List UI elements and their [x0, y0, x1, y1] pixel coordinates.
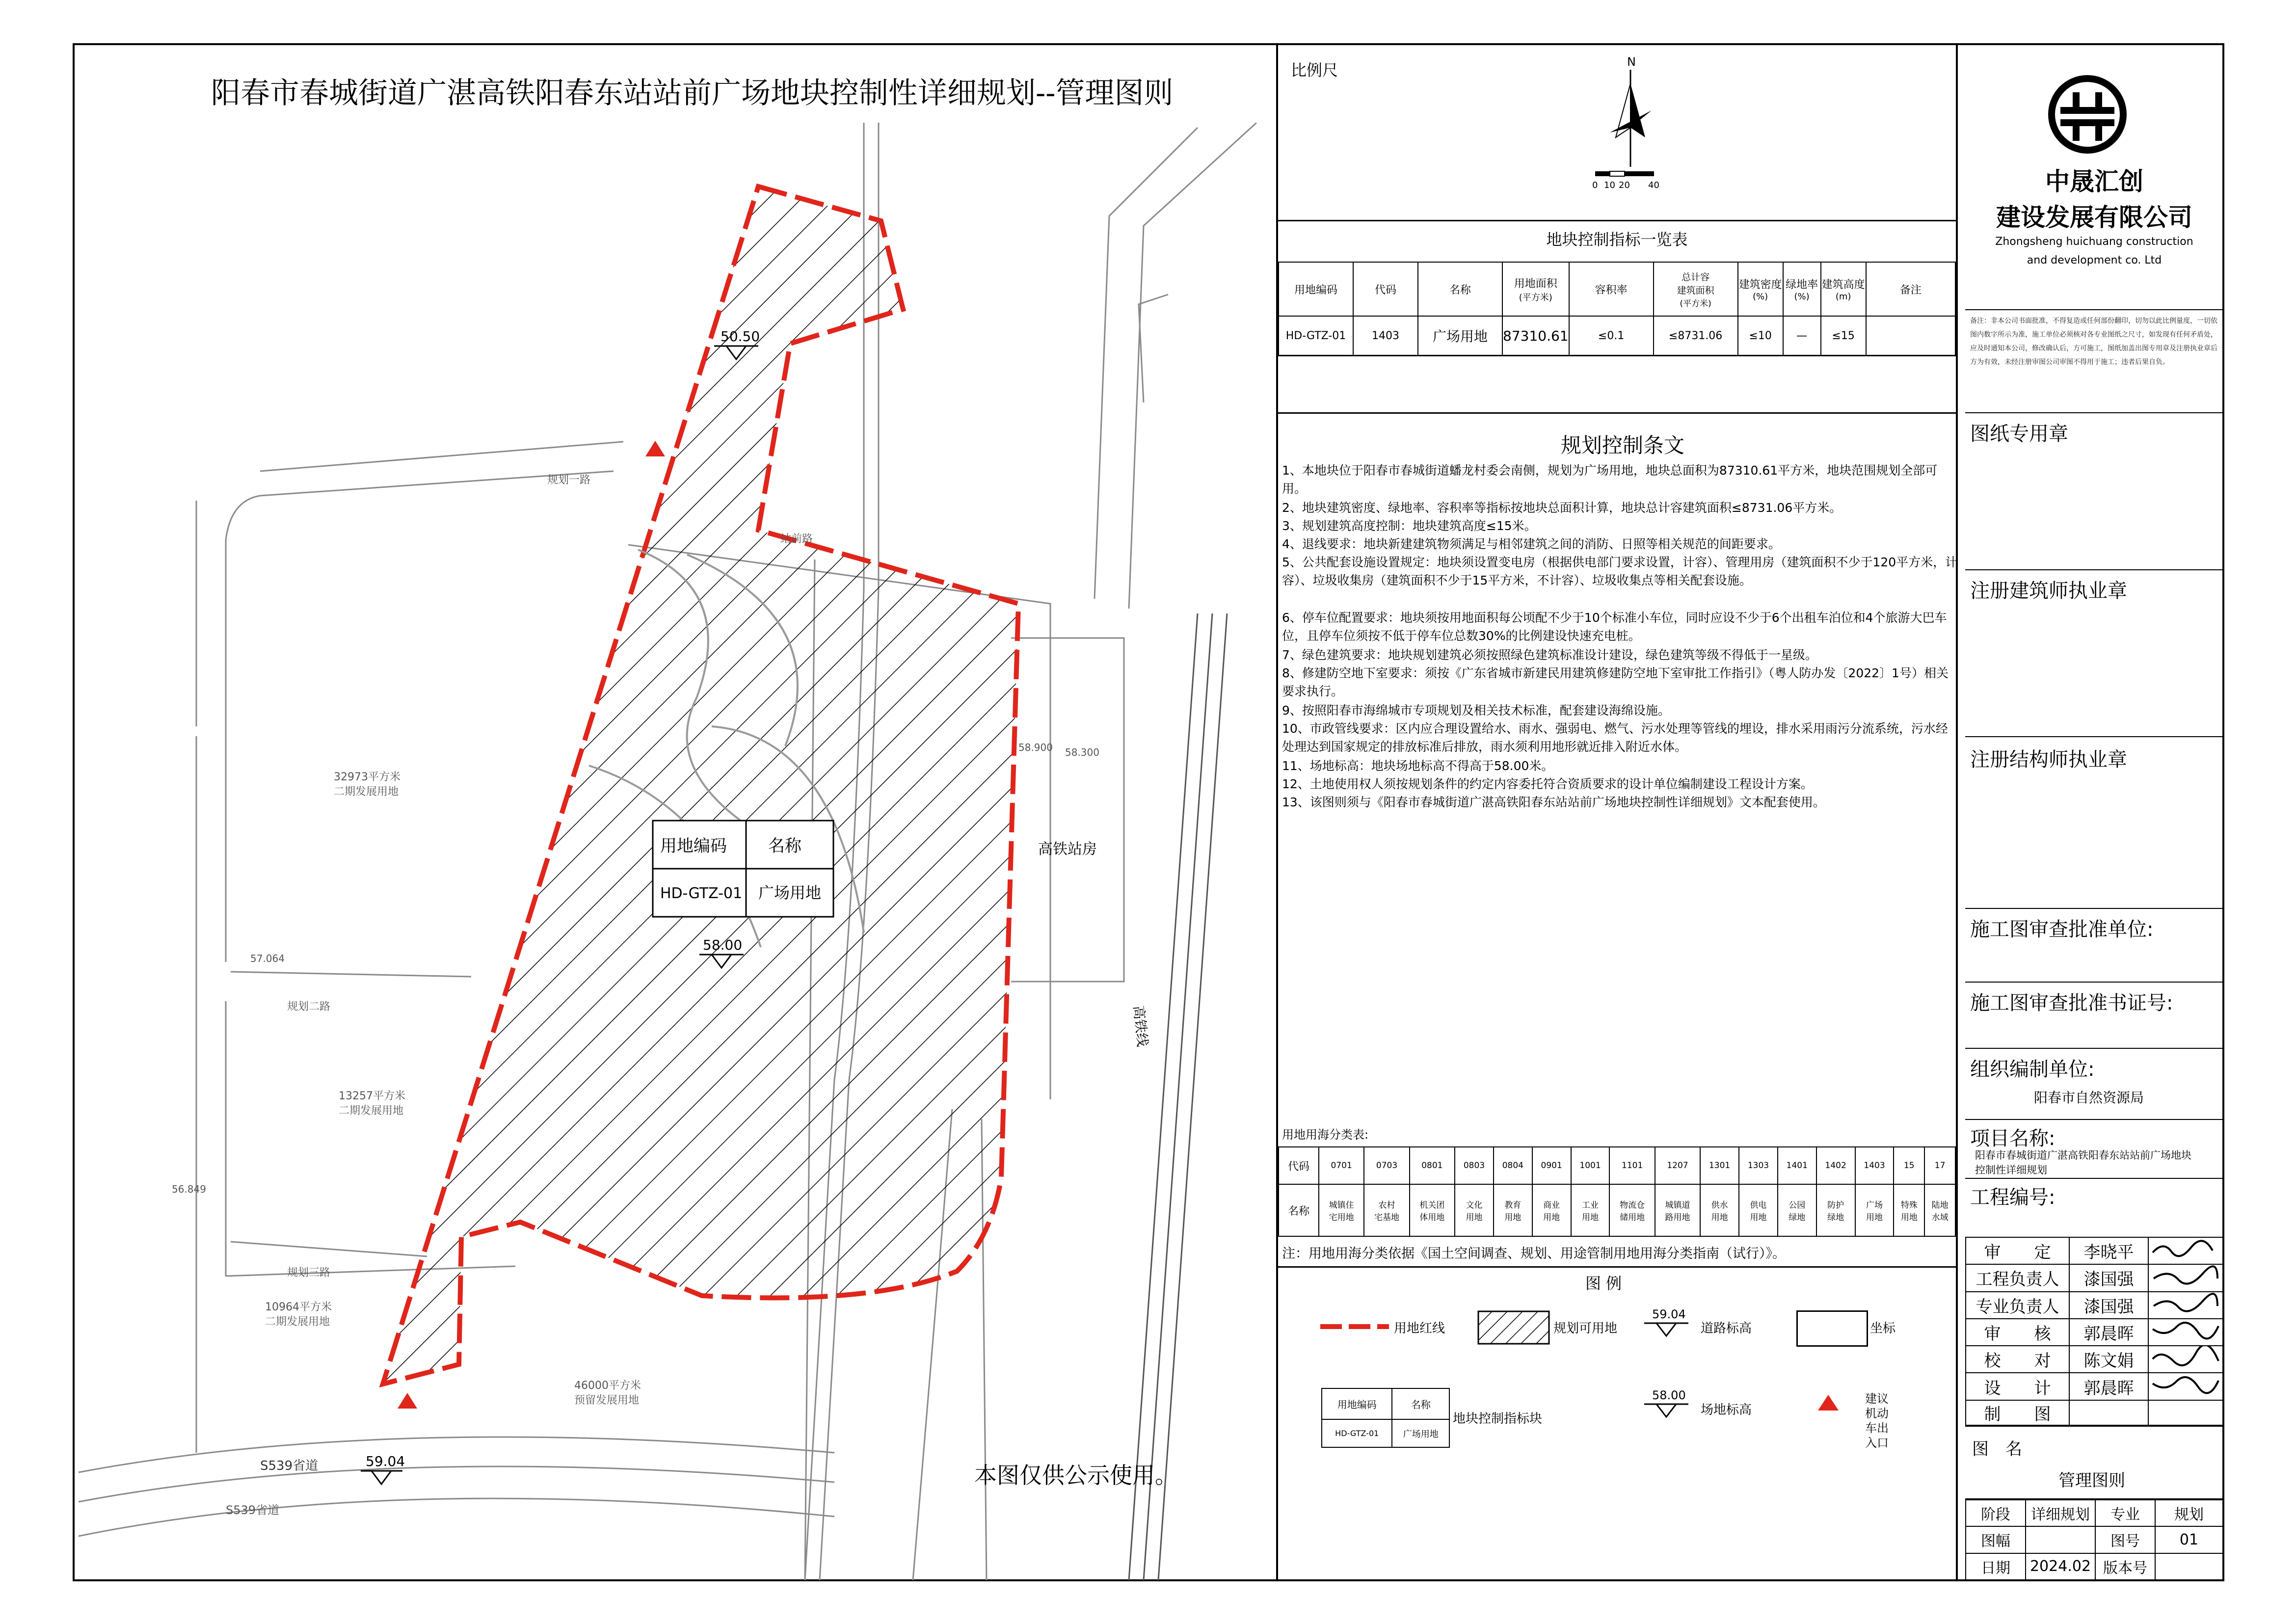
role: 审 定	[1966, 1237, 2069, 1264]
lu-name-line: 机关团	[1419, 1200, 1445, 1210]
project-name-1: 阳春市春城街道广湛高铁阳春东站站前广场地块	[1975, 1149, 2191, 1161]
entrance-marker-north	[645, 441, 665, 456]
discipline-value: 规划	[2155, 1500, 2223, 1526]
lu-name	[1410, 1184, 1455, 1236]
indicator-table-title: 地块控制指标一览表	[1546, 230, 1688, 249]
clause-7: 7、绿色建筑要求：地块规划建筑必须按照绿色建筑标准设计建设，绿色建筑等级不得低于一星级。	[1282, 648, 1817, 662]
role: 专业负责人	[1966, 1292, 2069, 1319]
lu-name	[1609, 1184, 1655, 1236]
th-gfa	[1654, 262, 1738, 316]
cell-remark	[1866, 316, 1955, 355]
land-use-table	[1278, 1146, 1956, 1237]
scale-bar	[1590, 169, 1688, 199]
parcel-2-use: 二期发展用地	[339, 1105, 404, 1117]
seal-structural-box	[1965, 736, 2223, 908]
project-box	[1965, 1119, 2223, 1178]
th-area	[1502, 262, 1569, 316]
lu-name	[1655, 1184, 1700, 1236]
parcel-1-area: 32973平方米	[334, 771, 400, 783]
th-far: 容积率	[1569, 262, 1654, 316]
company-en-1: Zhongsheng huichuang construction	[1995, 236, 2193, 248]
notice-text: 备注：非本公司书面批准，不得复造或任何部份翻印，切勿以此比例量度，一切依图内数字所示为准，施工单位必须核对各专业图纸之尺寸，如发现有任何矛盾处，应及时通知本公司，修改确认后，方可施工，图纸加盖出图专用章及注册执业章后方为有效，未经注册审图公司审图不得用于施工；违者后果自负。	[1970, 317, 2217, 366]
stage-value: 详细规划	[2026, 1500, 2095, 1526]
project-no-box	[1965, 1178, 2223, 1237]
date-value: 2024.02	[2026, 1553, 2095, 1580]
clause-9: 9、按照阳春市海绵城市专项规划及相关技术标准，配套建设海绵设施。	[1282, 703, 1670, 718]
cell-far: ≤0.1	[1569, 316, 1654, 355]
elev-mid-value: 58.00	[703, 937, 743, 953]
scale-label: 比例尺	[1291, 61, 1338, 80]
cell-height: ≤15	[1821, 316, 1866, 355]
signature-table	[1965, 1237, 2223, 1426]
site-map	[75, 123, 1275, 1580]
drawing-name: 管理图则	[2058, 1471, 2125, 1491]
clauses-title: 规划控制条文	[1561, 433, 1685, 457]
legend-rule	[1278, 1266, 1956, 1268]
lu-name-line: 体用地	[1419, 1213, 1445, 1223]
lu-name	[1894, 1184, 1924, 1236]
legend-block-code: HD-GTZ-01	[1322, 1419, 1392, 1447]
th-gfa-1: 总计容	[1682, 271, 1710, 283]
legend-site-elev-label: 场地标高	[1701, 1403, 1752, 1417]
lu-name-line: 物流仓	[1620, 1200, 1645, 1210]
project-no-label: 工程编号:	[1970, 1186, 2056, 1209]
parcel-3-area: 10964平方米	[265, 1301, 332, 1313]
cell-density: ≤10	[1738, 316, 1783, 355]
lu-code: 1403	[1855, 1147, 1894, 1184]
sheet-size-label: 图幅	[1966, 1526, 2026, 1553]
road-label-s539-a: S539省道	[260, 1459, 319, 1473]
signature-mark	[2148, 1373, 2223, 1400]
lu-name-line: 广场	[1866, 1200, 1883, 1210]
review-unit-box	[1965, 908, 2223, 982]
map-block-code: HD-GTZ-01	[660, 885, 743, 902]
lu-name-line: 用地	[1711, 1213, 1728, 1223]
review-cert-box	[1965, 982, 2223, 1048]
lu-name-line: 城镇道	[1665, 1200, 1690, 1210]
lu-code: 1303	[1739, 1147, 1778, 1184]
cell-name: 广场用地	[1418, 316, 1502, 355]
legend-title: 图 例	[1585, 1274, 1622, 1293]
lu-name-line: 用地	[1900, 1213, 1918, 1223]
map-block-name: 广场用地	[758, 883, 822, 902]
legend-coord-label: 坐标	[1870, 1321, 1896, 1336]
lu-code: 0801	[1410, 1147, 1455, 1184]
lu-name-line: 陆地	[1931, 1200, 1949, 1210]
lu-name	[1494, 1184, 1532, 1236]
land-use-note: 注：用地用海分类依据《国土空间调查、规划、用途管制用地用海分类指南（试行）》。	[1282, 1246, 1786, 1261]
parcel-4-area: 46000平方米	[574, 1380, 641, 1392]
company-en-2: and development co. Ltd	[2027, 254, 2162, 266]
cell-dm: 1403	[1353, 316, 1418, 355]
lu-name	[1700, 1184, 1739, 1236]
lu-name-line: 储用地	[1620, 1213, 1645, 1223]
parcel-4-use: 预留发展用地	[574, 1394, 640, 1407]
stage-label: 阶段	[1966, 1500, 2026, 1526]
signature-row	[1966, 1373, 2223, 1400]
lu-name-line: 绿地	[1827, 1213, 1844, 1223]
legend-red-line-label: 用地红线	[1394, 1321, 1445, 1336]
lu-name-line: 用地	[1504, 1213, 1522, 1223]
elev-bottom-value: 59.04	[366, 1453, 405, 1469]
role: 审 核	[1966, 1319, 2069, 1346]
clause-8: 8、修建防空地下室要求：须按《广东省城市新建民用建筑修建防空地下室审批工作指引》（粤人防办发〔2022〕1号）相关要求执行。	[1282, 666, 1949, 698]
lu-name-line: 水域	[1931, 1213, 1949, 1223]
signature-mark	[2148, 1292, 2223, 1319]
signature-mark	[2148, 1400, 2223, 1425]
lu-name	[1319, 1184, 1364, 1236]
role: 校 对	[1966, 1346, 2069, 1373]
th-height-1: 建筑高度	[1821, 279, 1865, 291]
scale-tick-40: 40	[1648, 180, 1659, 190]
road-label-2: 规划二路	[287, 1001, 331, 1013]
sheet-info-table	[1965, 1499, 2223, 1580]
th-green-2: (%)	[1794, 292, 1810, 302]
entrance-marker-south	[398, 1393, 417, 1409]
cell-green: —	[1783, 316, 1821, 355]
indicator-table	[1278, 220, 1956, 356]
lu-name	[1455, 1184, 1494, 1236]
clause-13: 13、该图则须与《阳春市春城街道广湛高铁阳春东站站前广场地块控制性详细规划》文本配套使用。	[1282, 795, 1825, 809]
signer	[2069, 1400, 2148, 1425]
title-block-border	[1956, 43, 1958, 1581]
role: 制 图	[1966, 1400, 2069, 1425]
th-height	[1821, 262, 1866, 316]
lu-name-line: 供水	[1711, 1200, 1728, 1210]
lu-code: 1402	[1816, 1147, 1855, 1184]
role: 设 计	[1966, 1373, 2069, 1400]
legend-road-elev-value: 59.04	[1652, 1307, 1686, 1321]
signature-row	[1966, 1319, 2223, 1346]
legend-entrance-label: 建议机动车出入口	[1865, 1392, 1889, 1450]
lu-name-line: 公园	[1789, 1200, 1806, 1210]
lu-name-line: 特殊	[1900, 1200, 1918, 1210]
railway-label: 高铁线	[1130, 1005, 1151, 1048]
spot-elev-2: 58.300	[1065, 746, 1099, 758]
lu-name-line: 防护	[1827, 1200, 1844, 1210]
lu-name-line: 宅基地	[1374, 1213, 1400, 1223]
seal-structural-label: 注册结构师执业章	[1970, 748, 2127, 771]
project-name-2: 控制性详细规划	[1975, 1164, 2047, 1176]
scale-tick-0: 0	[1592, 180, 1598, 190]
th-name: 名称	[1418, 262, 1502, 316]
lu-name	[1364, 1184, 1409, 1236]
cell-code: HD-GTZ-01	[1279, 316, 1353, 355]
th-green	[1783, 262, 1821, 316]
road-label-station: 站前路	[780, 533, 813, 545]
signature-row	[1966, 1292, 2223, 1319]
date-label: 日期	[1966, 1553, 2026, 1580]
lu-code: 15	[1894, 1147, 1924, 1184]
lu-name-line: 用地	[1582, 1213, 1599, 1223]
legend-block-code-label: 用地编码	[1322, 1388, 1392, 1419]
scale-tick-20: 20	[1619, 180, 1630, 190]
signature-row	[1966, 1346, 2223, 1373]
lu-code: 17	[1924, 1147, 1955, 1184]
map-block-name-label: 名称	[768, 836, 801, 856]
th-area-1: 用地面积	[1514, 277, 1557, 290]
railway-lines	[1129, 613, 1227, 1580]
seal-architect-label: 注册建筑师执业章	[1970, 580, 2127, 602]
role: 工程负责人	[1966, 1264, 2069, 1291]
th-green-1: 绿地率	[1786, 279, 1818, 291]
th-dm: 代码	[1353, 262, 1418, 316]
version-value	[2155, 1553, 2223, 1580]
legend-entrance-icon	[1816, 1393, 1841, 1412]
lu-name-label: 名称	[1279, 1184, 1319, 1236]
sheet-no-value: 01	[2155, 1526, 2223, 1553]
signature-row	[1966, 1400, 2223, 1425]
lu-code: 1207	[1655, 1147, 1700, 1184]
lu-name-line: 农村	[1378, 1200, 1395, 1210]
lu-name	[1571, 1184, 1610, 1236]
lu-code: 0901	[1532, 1147, 1571, 1184]
lu-name-line: 绿地	[1789, 1213, 1806, 1223]
north-label: N	[1627, 55, 1636, 69]
sheet-title: 阳春市春城街道广湛高铁阳春东站站前广场地块控制性详细规划--管理图则	[211, 76, 1174, 110]
spot-elev-4: 56.849	[172, 1183, 206, 1195]
scale-tick-10: 10	[1604, 180, 1615, 190]
company-name-1: 中晟汇创	[2045, 167, 2143, 196]
road-label-3: 规划三路	[287, 1267, 331, 1279]
clauses-panel-top-rule	[1278, 412, 1956, 414]
lu-code: 0703	[1364, 1147, 1409, 1184]
legend-block-name: 广场用地	[1392, 1419, 1449, 1447]
lu-name-line: 用地	[1750, 1213, 1767, 1223]
th-code: 用地编码	[1279, 262, 1353, 316]
th-gfa-2: 建筑面积	[1677, 285, 1714, 296]
signer: 陈文娟	[2069, 1346, 2148, 1373]
lu-name	[1816, 1184, 1855, 1236]
lu-name-line: 路用地	[1665, 1213, 1690, 1223]
signature-mark	[2148, 1319, 2223, 1346]
review-unit-label: 施工图审查批准单位:	[1970, 918, 2154, 941]
signer: 郭晨晖	[2069, 1373, 2148, 1400]
th-density-1: 建筑密度	[1738, 279, 1782, 291]
parcel-3-use: 二期发展用地	[265, 1316, 330, 1328]
signature-row	[1966, 1264, 2223, 1291]
map-block-code-label: 用地编码	[660, 836, 727, 856]
drawing-name-box	[1965, 1426, 2223, 1499]
org-unit-box	[1965, 1048, 2223, 1119]
clause-12: 12、土地使用权人须按规划条件的约定内容委托符合资质要求的设计单位编制建设工程设计方案。	[1282, 777, 1813, 791]
lu-code: 0804	[1494, 1147, 1532, 1184]
signer: 漆国强	[2069, 1292, 2148, 1319]
clause-2: 2、地块建筑密度、绿地率、容积率等指标按地块总面积计算，地块总计容建筑面积≤8731.06平方米。	[1282, 501, 1842, 515]
signer: 李晓平	[2069, 1237, 2148, 1264]
legend-hatch-label: 规划可用地	[1553, 1321, 1618, 1336]
legend-road-elev-label: 道路标高	[1701, 1321, 1752, 1336]
lu-code: 0803	[1455, 1147, 1494, 1184]
th-remark: 备注	[1866, 262, 1955, 316]
signature-mark	[2148, 1264, 2223, 1291]
seal-drawing-label: 图纸专用章	[1970, 423, 2068, 445]
lu-name-line: 教育	[1504, 1200, 1522, 1210]
signer: 郭晨晖	[2069, 1319, 2148, 1346]
clause-1: 1、本地块位于阳春市春城街道蟠龙村委会南侧，规划为广场用地，地块总面积为87310.61平方米，地块范围规划全部可用。	[1282, 463, 1938, 496]
clause-5: 5、公共配套设施设置规定：地块须设置变电房（根据供电部门要求设置，计容）、管理用房（建筑面积不少于120平方米，计容）、垃圾收集房（建筑面积不少于15平方米，不计容）、垃圾收集点等相关配套设施。	[1282, 555, 1958, 587]
th-area-2: (平方米)	[1519, 292, 1552, 303]
lu-code: 1101	[1609, 1147, 1655, 1184]
th-height-2: (m)	[1835, 292, 1851, 302]
elev-marker-bottom	[361, 1453, 405, 1484]
legend-coord-swatch	[1796, 1310, 1868, 1347]
th-density-2: (%)	[1753, 292, 1768, 302]
version-label: 版本号	[2095, 1553, 2155, 1580]
signature-row	[1966, 1237, 2223, 1264]
spot-elev-3: 57.064	[250, 953, 285, 964]
lu-code: 1401	[1778, 1147, 1816, 1184]
th-gfa-3: (平方米)	[1680, 298, 1711, 309]
spot-elev-1: 58.900	[1018, 742, 1053, 753]
signature-mark	[2148, 1237, 2223, 1264]
legend-site-elev-symbol	[1634, 1386, 1698, 1426]
public-notice: 本图仅供公示使用。	[974, 1462, 1177, 1489]
lu-name-line: 供电	[1750, 1200, 1767, 1210]
lu-name	[1532, 1184, 1571, 1236]
drawing-name-label: 图 名	[1972, 1439, 2022, 1459]
elev-top-value: 50.50	[721, 328, 760, 345]
company-name-2: 建设发展有限公司	[1996, 203, 2192, 232]
lu-code-label: 代码	[1279, 1147, 1319, 1184]
road-label-s539-b: S539省道	[226, 1503, 280, 1517]
lu-name	[1924, 1184, 1955, 1236]
legend-block-box	[1321, 1388, 1450, 1448]
lu-name-line: 用地	[1866, 1213, 1883, 1223]
company-logo-icon	[2046, 73, 2129, 156]
signer: 漆国强	[2069, 1264, 2148, 1291]
notice-box	[1965, 309, 2223, 412]
cell-gfa: ≤8731.06	[1654, 316, 1738, 355]
legend-block-label: 地块控制指标块	[1453, 1411, 1543, 1426]
lu-name-line: 商业	[1543, 1200, 1560, 1210]
lu-name-line: 文化	[1466, 1200, 1483, 1210]
org-unit-label: 组织编制单位:	[1970, 1058, 2095, 1081]
lu-code: 1001	[1571, 1147, 1610, 1184]
clause-11: 11、场地标高：地块场地标高不得高于58.00米。	[1282, 759, 1554, 773]
legend-red-line-swatch	[1320, 1319, 1389, 1334]
parcel-2-area: 13257平方米	[339, 1090, 405, 1102]
sheet-no-label: 图号	[2095, 1526, 2155, 1553]
lu-name-line: 用地	[1543, 1213, 1560, 1223]
lu-name-line: 城镇住	[1329, 1200, 1354, 1210]
legend-block-name-label: 名称	[1392, 1388, 1449, 1419]
land-use-title: 用地用海分类表:	[1282, 1128, 1369, 1142]
road-label-1: 规划一路	[547, 474, 591, 486]
planning-plot	[383, 186, 1018, 1384]
cell-area: 87310.61	[1502, 316, 1569, 355]
clause-10: 10、市政管线要求：区内应合理设置给水、雨水、强弱电、燃气、污水处理等管线的埋设，排水采用雨污分流系统，污水经处理达到国家规定的排放标准后排放，雨水须利用地形就近排入附近水体。	[1282, 721, 1948, 754]
legend-hatch-swatch	[1477, 1310, 1550, 1345]
seal-architect-box	[1965, 569, 2223, 736]
sheet-size-value	[2026, 1526, 2095, 1553]
clause-4: 4、退线要求：地块新建建筑物须满足与相邻建筑之间的消防、日照等相关规范的间距要求。	[1282, 537, 1781, 551]
th-density	[1738, 262, 1783, 316]
lu-name	[1855, 1184, 1894, 1236]
project-name-label: 项目名称:	[1970, 1127, 2056, 1150]
signature-mark	[2148, 1346, 2223, 1373]
org-unit-value: 阳春市自然资源局	[2034, 1090, 2144, 1106]
legend-road-elev-symbol	[1634, 1305, 1698, 1345]
lu-name	[1739, 1184, 1778, 1236]
parcel-1-use: 二期发展用地	[334, 786, 399, 798]
clause-6: 6、停车位配置要求：地块须按用地面积每公顷配不少于10个标准小车位，同时应设不少于6个出租车泊位和4个旅游大巴车位，且停车位须按不低于停车位总数30%的比例建设快速充电桩。	[1282, 611, 1947, 643]
lu-name	[1778, 1184, 1816, 1236]
seal-drawing-box	[1965, 412, 2223, 569]
legend-site-elev-value: 58.00	[1652, 1388, 1686, 1402]
lu-name-line: 用地	[1466, 1213, 1483, 1223]
lu-code: 1301	[1700, 1147, 1739, 1184]
station-label: 高铁站房	[1038, 841, 1097, 858]
lu-name-line: 宅用地	[1329, 1213, 1354, 1223]
lu-code: 0701	[1319, 1147, 1364, 1184]
discipline-label: 专业	[2095, 1500, 2155, 1526]
review-cert-label: 施工图审查批准书证号:	[1970, 992, 2173, 1014]
lu-name-line: 工业	[1582, 1200, 1599, 1210]
clause-3: 3、规划建筑高度控制：地块建筑高度≤15米。	[1282, 519, 1537, 533]
